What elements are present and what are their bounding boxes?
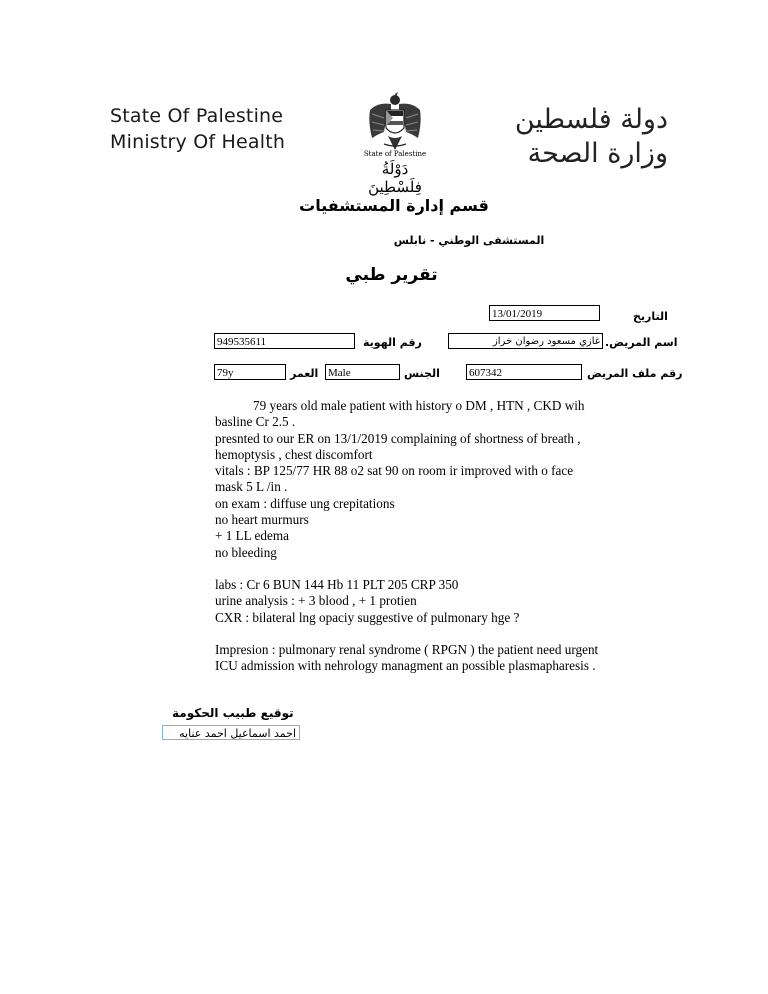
date-label: التاريخ bbox=[633, 310, 668, 323]
labs-line: CXR : bilateral lng opaciy suggestive of pulmonary hge ? bbox=[215, 609, 520, 625]
report-line: hemoptysis , chest discomfort bbox=[215, 446, 373, 462]
report-line: + 1 LL edema bbox=[215, 528, 289, 544]
ministry-header-ar bbox=[515, 103, 668, 171]
ministry-name-en: Ministry Of Health bbox=[110, 131, 286, 153]
patient-name-label: اسم المريض. bbox=[605, 336, 678, 349]
impression-line: ICU admission with nehrology managment an possible plasmapharesis . bbox=[215, 658, 596, 674]
emblem-caption-en: State of Palestine bbox=[363, 150, 427, 158]
impression-line: Impresion : pulmonary renal syndrome ( RPGN ) the patient need urgent bbox=[215, 641, 599, 657]
labs-line: urine analysis : + 3 blood , + 1 protien bbox=[215, 593, 417, 609]
emblem-caption-ar: دَوْلَةُ فِلَسْطِينَ bbox=[368, 160, 422, 196]
report-line: no bleeding bbox=[215, 544, 277, 560]
file-number-label: رقم ملف المريض bbox=[587, 367, 683, 380]
ministry-header-en bbox=[110, 103, 285, 155]
report-line: no heart murmurs bbox=[215, 512, 309, 528]
age-label: العمر bbox=[290, 367, 319, 380]
report-line: 79 years old male patient with history o DM , HTN , CKD wih bbox=[253, 398, 585, 413]
ministry-name-ar: وزارة الصحة bbox=[527, 138, 668, 169]
state-name-ar: دولة فلسطين bbox=[514, 104, 668, 135]
department-title: قسم إدارة المستشفيات bbox=[299, 196, 489, 215]
signature-label: توقيع طبيب الحكومة bbox=[172, 706, 294, 720]
report-line: basline Cr 2.5 . bbox=[215, 414, 296, 430]
labs-line: labs : Cr 6 BUN 144 Hb 11 PLT 205 CRP 350 bbox=[215, 576, 459, 592]
gender-label: الجنس bbox=[404, 367, 440, 380]
id-number-label: رقم الهوية bbox=[363, 336, 422, 349]
gender-field[interactable]: Male bbox=[325, 364, 400, 380]
patient-name-field[interactable]: غازي مسعود رضوان خراز bbox=[448, 333, 603, 349]
report-line: on exam : diffuse ung crepitations bbox=[215, 495, 395, 511]
report-line: mask 5 L /in . bbox=[215, 479, 288, 495]
report-line: vitals : BP 125/77 HR 88 o2 sat 90 on room ir improved with o face bbox=[215, 463, 574, 479]
age-field[interactable]: 79y bbox=[214, 364, 286, 380]
report-line: presnted to our ER on 13/1/2019 complaining of shortness of breath , bbox=[215, 430, 581, 446]
file-number-field[interactable]: 607342 bbox=[466, 364, 582, 380]
id-number-field[interactable]: 949535611 bbox=[214, 333, 355, 349]
hospital-name: المستشفى الوطني - نابلس bbox=[393, 234, 545, 247]
report-title: تقرير طبي bbox=[345, 265, 438, 285]
signature-field[interactable]: احمد اسماعيل احمد عنايه bbox=[162, 725, 300, 740]
state-name-en: State Of Palestine bbox=[110, 105, 284, 127]
date-field[interactable]: 13/01/2019 bbox=[489, 305, 600, 321]
report-body bbox=[215, 398, 655, 674]
